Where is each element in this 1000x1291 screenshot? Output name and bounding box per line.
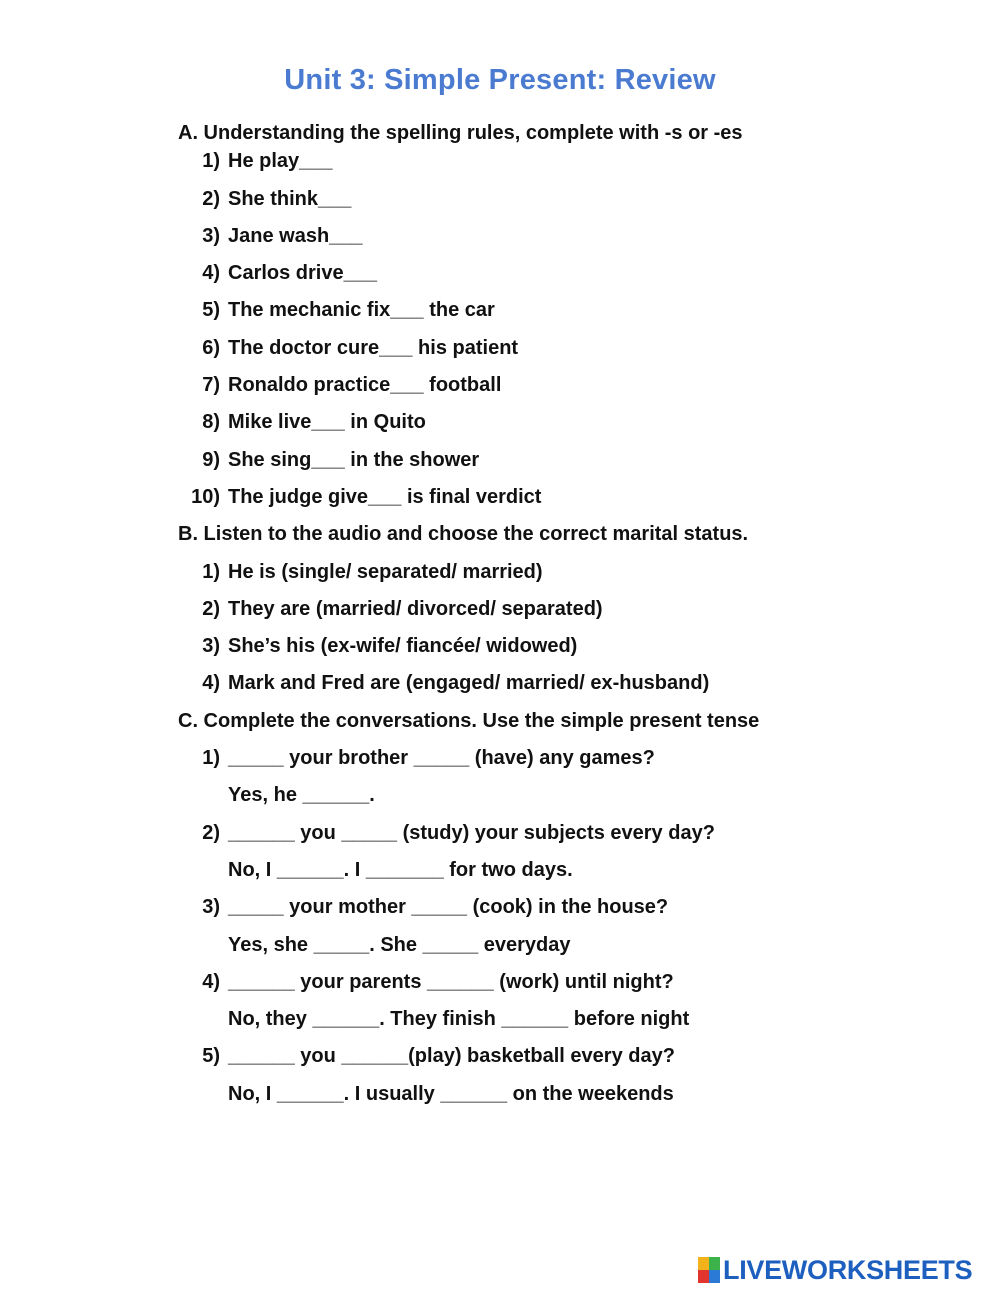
list-item: 2) ______ you _____ (study) your subjects every day? xyxy=(202,821,715,844)
list-item: 4) ______ your parents ______ (work) until night? xyxy=(202,970,674,993)
list-item: 1) He play___ xyxy=(202,150,333,173)
list-item: 2) She think___ xyxy=(202,187,352,210)
answer-line: No, I ______. I _______ for two days. xyxy=(228,858,573,881)
list-item: 3) She’s his (ex-wife/ fiancée/ widowed) xyxy=(202,635,578,658)
list-item: 10) The judge give___ is final verdict xyxy=(191,485,542,508)
section-a-heading: A. Understanding the spelling rules, complete with -s or -es xyxy=(178,122,743,144)
list-item: 5) ______ you ______(play) basketball every day? xyxy=(202,1045,675,1068)
list-item: 3) _____ your mother _____ (cook) in the house? xyxy=(202,896,669,919)
answer-line: Yes, he ______. xyxy=(228,784,375,807)
list-item: 4) Mark and Fred are (engaged/ married/ ex-husband) xyxy=(202,672,710,695)
list-item: 1) _____ your brother _____ (have) any games? xyxy=(202,747,655,770)
list-item: 8) Mike live___ in Quito xyxy=(202,411,426,434)
list-item: 1) He is (single/ separated/ married) xyxy=(202,560,543,583)
list-item: 2) They are (married/ divorced/ separated) xyxy=(202,597,603,620)
liveworksheets-logo[interactable] xyxy=(698,1254,972,1286)
answer-line: Yes, she _____. She _____ everyday xyxy=(228,933,571,956)
answer-line: No, they ______. They finish ______ before night xyxy=(228,1008,690,1031)
list-item: 5) The mechanic fix___ the car xyxy=(202,299,495,322)
logo-text: LIVEWORKSHEETS xyxy=(723,1254,973,1285)
page-title: Unit 3: Simple Present: Review xyxy=(284,64,716,96)
section-b-heading: B. Listen to the audio and choose the correct marital status. xyxy=(178,523,749,546)
list-item: 7) Ronaldo practice___ football xyxy=(202,374,502,397)
list-item: 9) She sing___ in the shower xyxy=(202,448,480,471)
worksheet xyxy=(178,118,918,1116)
list-item: 3) Jane wash___ xyxy=(202,224,363,247)
liveworksheets-logo-icon xyxy=(698,1257,720,1283)
section-c-heading: C. Complete the conversations. Use the simple present tense xyxy=(178,709,760,732)
answer-line: No, I ______. I usually ______ on the weekends xyxy=(228,1082,674,1105)
list-item: 6) The doctor cure___ his patient xyxy=(202,336,519,359)
list-item: 4) Carlos drive___ xyxy=(202,262,377,285)
